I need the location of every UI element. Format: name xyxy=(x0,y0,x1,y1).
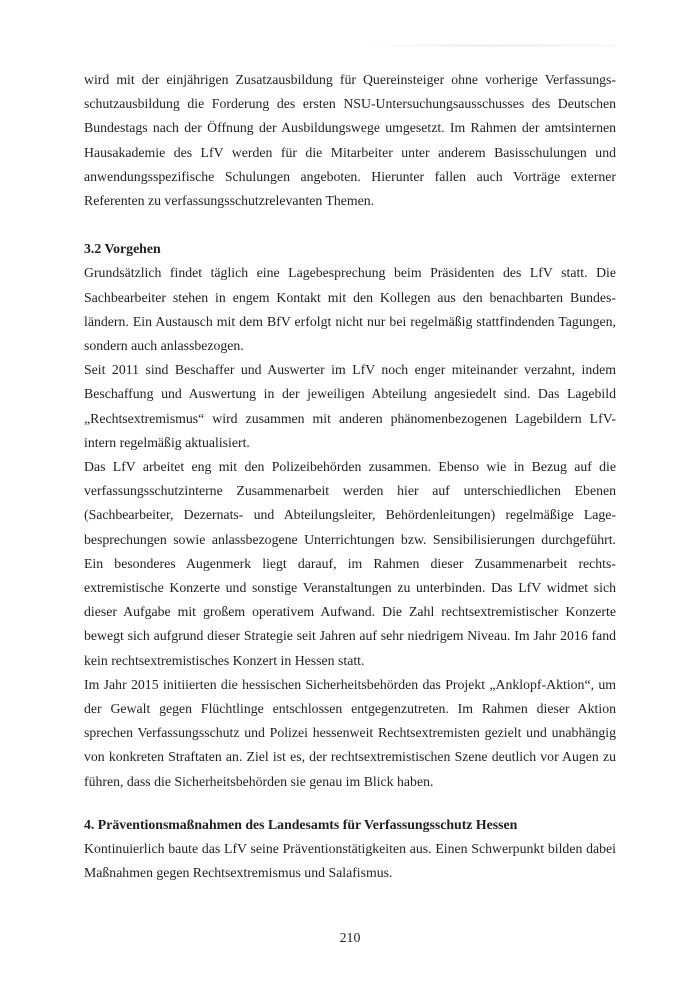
document-page xyxy=(84,68,616,886)
paragraph-prevention: Kontinuierlich baute das LfV seine Präventionstätigkeiten aus. Einen Schwerpunkt bilden dabei Maßnahmen gegen Rechtsextremismus und Salafismus. xyxy=(84,841,616,881)
page-number: 210 xyxy=(339,930,361,945)
paragraph-procurement: Seit 2011 sind Beschaffer und Auswerter im LfV noch enger miteinander verzahnt, indem Beschaffung und Auswertung in der jeweiligen Abteilung angesiedelt sind. Das Lagebild „Rechtsextremismus“ wird zusammen mit anderen phänomenbezogenen Lagebildern LfV-intern regelmäßig aktualisiert. xyxy=(84,362,616,450)
paragraph-daily-briefing: Grundsätzlich findet täglich eine Lagebesprechung beim Präsidenten des LfV statt. Die Sachbearbeiter stehen in engem Kontakt mit den Kollegen aus den benachbarten Bundesländern. Ein Austausch mit dem BfV erfolgt nicht nur bei regelmäßig stattfindenden Tagungen, sondern auch anlassbezogen. xyxy=(84,265,616,354)
paragraph-police-cooperation: Das LfV arbeitet eng mit den Polizeibehörden zusammen. Ebenso wie in Bezug auf die verfassungsschutzinterne Zusammenarbeit werden hier auf unterschiedlichen Ebenen (Sachbearbeiter, Dezernats- und Abteilungsleiter, Behördenleitungen) regelmäßige Lagebesprechungen sowie anlassbezogene Unterrichtungen bzw. Sensibilisierungen durchgeführt. Ein besonderes Augenmerk liegt darauf, im Rahmen dieser Zusammenarbeit rechtsextremistische Konzerte und sonstige Veranstaltungen zu unterbinden. Das LfV widmet sich dieser Aufgabe mit großem operativem Aufwand. Die Zahl rechtsextremistischer Konzerte bewegt sich aufgrund dieser Strategie seit Jahren auf sehr niedrigem Niveau. Im Jahr 2016 fand kein rechtsextremistisches Konzert in Hessen statt. xyxy=(84,459,616,668)
paragraph-training: wird mit der einjährigen Zusatzausbildung für Quereinsteiger ohne vorherige Verfassungsschutzausbildung die Forderung des ersten NSU-Untersuchungsausschusses des Deutschen Bundestags nach der Öffnung der Ausbildungswege umgesetzt. Im Rahmen der amtsinternen Hausakademie des LfV werden für die Mitarbeiter unter anderem Basisschulungen und anwendungsspezifische Schulungen angeboten. Hierunter fallen auch Vorträge externer Referenten zu verfassungsschutzrelevanten Themen. xyxy=(84,72,616,209)
section-heading-3-2: 3.2 Vorgehen xyxy=(84,241,161,257)
scan-artifact xyxy=(360,44,615,47)
spacer xyxy=(84,213,616,237)
section-heading-4: 4. Präventionsmaßnahmen des Landesamts für Verfassungsschutz Hessen xyxy=(84,816,518,832)
paragraph-anklopf-aktion: Im Jahr 2015 initiierten die hessischen Sicherheitsbehörden das Projekt „Anklopf-Aktion“, um der Gewalt gegen Flüchtlinge entschlossen entgegenzutreten. Im Rahmen dieser Aktion sprechen Verfassungsschutz und Polizei hessenweit Rechtsextremisten gezielt und unabhängig von konkreten Straftaten an. Ziel ist es, der rechtsextremistischen Szene deutlich vor Augen zu führen, dass die Sicherheitsbehörden sie genau im Blick haben. xyxy=(84,676,616,789)
spacer xyxy=(84,794,616,813)
